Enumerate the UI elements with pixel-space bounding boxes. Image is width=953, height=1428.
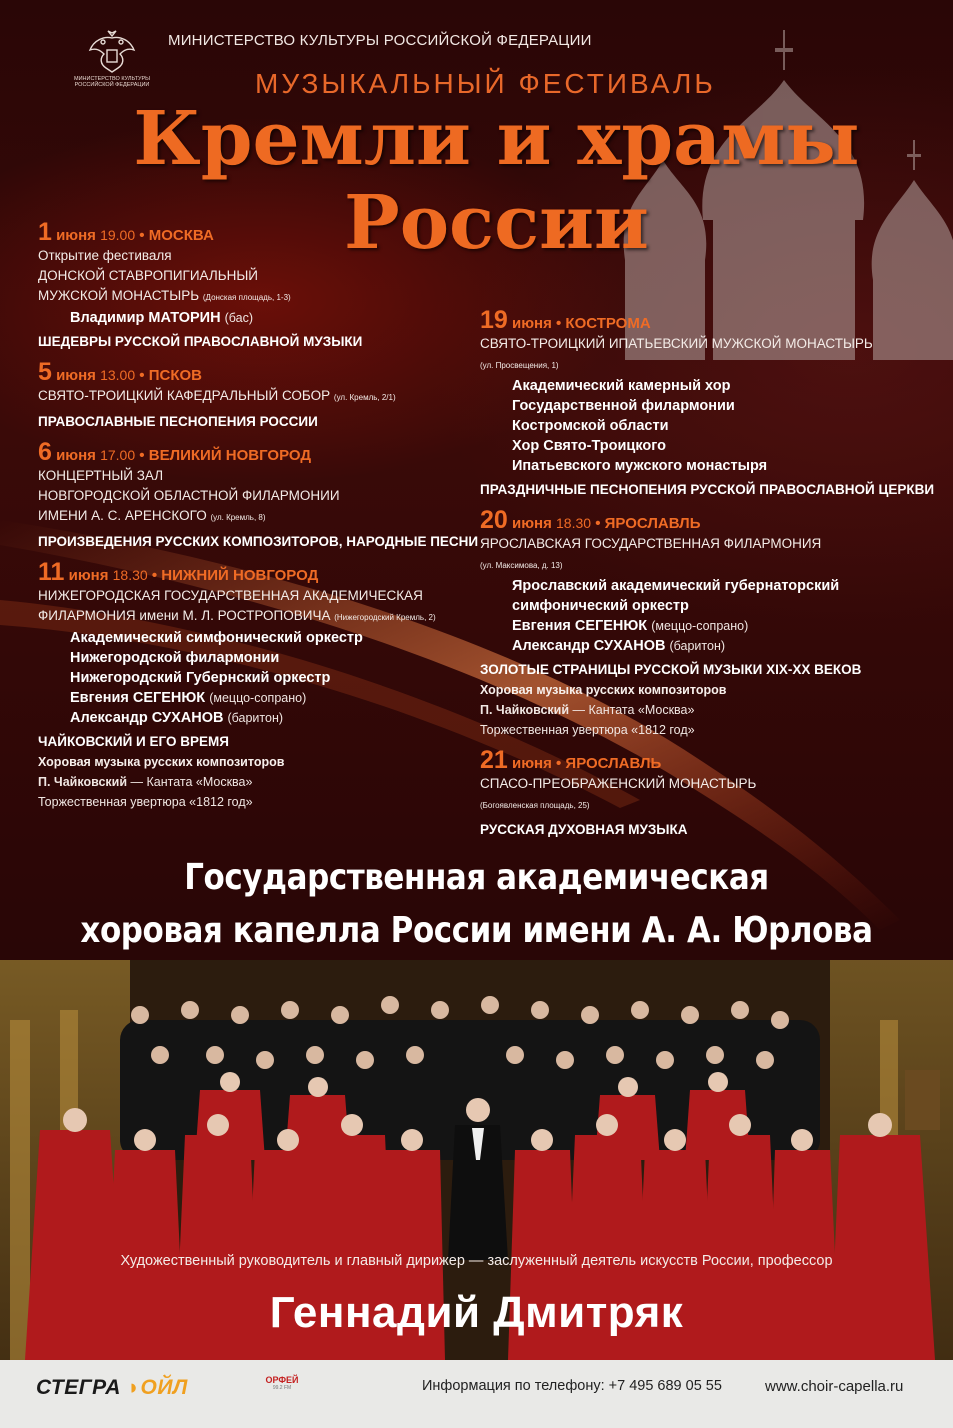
- event-performer: Ярославский академический губернаторский: [512, 578, 840, 594]
- event-performer: Нижегородский Губернский оркестр: [70, 670, 331, 686]
- event-june-19: [480, 306, 940, 500]
- event-program-item: П. Чайковский — Кантата «Москва»: [38, 775, 253, 789]
- event-program: ПРАВОСЛАВНЫЕ ПЕСНОПЕНИЯ РОССИИ: [38, 414, 318, 429]
- choir-title-line-2: хоровая капелла России имени А. А. Юрлова: [80, 910, 873, 951]
- event-performer: Академический симфонический оркестр: [70, 630, 363, 646]
- event-performer: Государственной филармонии: [512, 398, 735, 414]
- phone-info: Информация по телефону: +7 495 689 05 55: [422, 1378, 722, 1394]
- event-performer: Евгения СЕГЕНЮК (меццо-сопрано): [512, 618, 749, 634]
- event-program-item: Торжественная увертюра «1812 год»: [38, 795, 253, 809]
- conductor-name: Геннадий Дмитряк: [269, 1288, 684, 1337]
- event-june-6: [38, 438, 479, 552]
- event-header: 1 июня 19.00 • МОСКВА: [38, 218, 214, 246]
- event-program: РУССКАЯ ДУХОВНАЯ МУЗЫКА: [480, 822, 688, 837]
- radio-orfei-logo: ОРФЕЙ 99.2 FM: [265, 1375, 299, 1391]
- event-venue: СВЯТО-ТРОИЦКИЙ КАФЕДРАЛЬНЫЙ СОБОР (ул. Кремль, 2/1): [38, 388, 396, 403]
- event-performer: Александр СУХАНОВ (баритон): [70, 710, 284, 726]
- emblem-caption: МИНИСТЕРСТВО КУЛЬТУРЫ РОССИЙСКОЙ ФЕДЕРАЦИИ: [74, 76, 150, 88]
- event-performer: Ипатьевского мужского монастыря: [512, 458, 768, 474]
- festival-title-line-2: России: [344, 180, 649, 266]
- event-program-item: Торжественная увертюра «1812 год»: [480, 723, 695, 737]
- event-performer: симфонический оркестр: [512, 598, 689, 614]
- event-header: 11 июня 18.30 • НИЖНИЙ НОВГОРОД: [38, 558, 319, 586]
- event-header: 20 июня 18.30 • ЯРОСЛАВЛЬ: [480, 506, 701, 534]
- event-performer: Александр СУХАНОВ (баритон): [512, 638, 726, 654]
- event-performer: Хор Свято-Троицкого: [512, 438, 666, 454]
- event-program: ЧАЙКОВСКИЙ И ЕГО ВРЕМЯ: [38, 734, 229, 749]
- sponsor-logo-stegra-oil: СТЕГРА ◗ОЙЛ: [36, 1376, 188, 1399]
- event-performer: Евгения СЕГЕНЮК (меццо-сопрано): [70, 690, 307, 706]
- event-address: (Нижегородский Кремль, 2): [334, 613, 436, 622]
- ministry-heading: МИНИСТЕРСТВО КУЛЬТУРЫ РОССИЙСКОЙ ФЕДЕРАЦИИ: [168, 32, 592, 49]
- event-address: (ул. Просвещения, 1): [480, 361, 559, 370]
- event-header: 6 июня 17.00 • ВЕЛИКИЙ НОВГОРОД: [38, 438, 312, 466]
- event-june-1: [38, 218, 478, 352]
- event-header: 5 июня 13.00 • ПСКОВ: [38, 358, 203, 386]
- event-address: (ул. Максимова, д. 13): [480, 561, 563, 570]
- event-address: (ул. Кремль, 8): [210, 513, 266, 522]
- event-program: ПРАЗДНИЧНЫЕ ПЕСНОПЕНИЯ РУССКОЙ ПРАВОСЛАВНОЙ ЦЕРКВИ: [480, 482, 935, 497]
- festival-subtitle: МУЗЫКАЛЬНЫЙ ФЕСТИВАЛЬ: [255, 68, 716, 99]
- event-june-5: [38, 358, 478, 432]
- choir-title-line-1: Государственная академическая: [184, 857, 769, 898]
- event-program-subtitle: Хоровая музыка русских композиторов: [38, 755, 285, 769]
- event-venue: МУЖСКОЙ МОНАСТЫРЬ (Донская площадь, 1-3): [38, 288, 291, 303]
- event-performer: Академический камерный хор: [512, 378, 731, 394]
- double-headed-eagle-icon: [86, 28, 138, 76]
- festival-title-line-1: Кремли и храмы: [133, 96, 860, 182]
- event-note: Открытие фестиваля: [38, 248, 172, 263]
- event-venue: ФИЛАРМОНИЯ имени М. Л. РОСТРОПОВИЧА (Нижегородский Кремль, 2): [38, 608, 436, 623]
- event-address: (Донская площадь, 1-3): [202, 293, 291, 302]
- event-venue: СПАСО-ПРЕОБРАЖЕНСКИЙ МОНАСТЫРЬ: [480, 776, 757, 791]
- event-venue: КОНЦЕРТНЫЙ ЗАЛ: [38, 468, 164, 483]
- footer: [0, 1360, 953, 1428]
- event-performer: Владимир МАТОРИН (бас): [70, 310, 253, 326]
- event-venue: ЯРОСЛАВСКАЯ ГОСУДАРСТВЕННАЯ ФИЛАРМОНИЯ: [480, 536, 822, 551]
- director-caption: Художественный руководитель и главный дирижер — заслуженный деятель искусств России, профессор: [120, 1253, 833, 1269]
- schedule-left-column: [38, 218, 479, 822]
- event-address: (ул. Кремль, 2/1): [333, 393, 396, 402]
- event-program-item: П. Чайковский — Кантата «Москва»: [480, 703, 695, 717]
- event-venue: ИМЕНИ А. С. АРЕНСКОГО (ул. Кремль, 8): [38, 508, 266, 523]
- event-venue: СВЯТО-ТРОИЦКИЙ ИПАТЬЕВСКИЙ МУЖСКОЙ МОНАСТЫРЬ: [480, 336, 873, 351]
- event-june-11: [38, 558, 478, 812]
- event-header: 21 июня • ЯРОСЛАВЛЬ: [480, 746, 662, 774]
- event-june-21: [480, 746, 940, 840]
- event-address: (Богоявленская площадь, 25): [480, 801, 590, 810]
- schedule-right-column: [480, 306, 940, 850]
- oil-drop-icon: ◗: [127, 1376, 141, 1399]
- event-venue: НИЖЕГОРОДСКАЯ ГОСУДАРСТВЕННАЯ АКАДЕМИЧЕСКАЯ: [38, 588, 423, 603]
- event-program-subtitle: Хоровая музыка русских композиторов: [480, 683, 727, 697]
- event-program: ШЕДЕВРЫ РУССКОЙ ПРАВОСЛАВНОЙ МУЗЫКИ: [38, 334, 363, 349]
- event-venue: ДОНСКОЙ СТАВРОПИГИАЛЬНЫЙ: [38, 268, 258, 283]
- event-header: 19 июня • КОСТРОМА: [480, 306, 651, 334]
- event-june-20: [480, 506, 940, 740]
- event-performer: Нижегородской филармонии: [70, 650, 280, 666]
- event-performer: Костромской области: [512, 418, 669, 434]
- event-program: ПРОИЗВЕДЕНИЯ РУССКИХ КОМПОЗИТОРОВ, НАРОДНЫЕ ПЕСНИ: [38, 534, 479, 549]
- event-program: ЗОЛОТЫЕ СТРАНИЦЫ РУССКОЙ МУЗЫКИ XIX-XX ВЕКОВ: [480, 662, 862, 677]
- event-venue: НОВГОРОДСКОЙ ОБЛАСТНОЙ ФИЛАРМОНИИ: [38, 488, 340, 503]
- website-link[interactable]: www.choir-capella.ru: [765, 1378, 904, 1395]
